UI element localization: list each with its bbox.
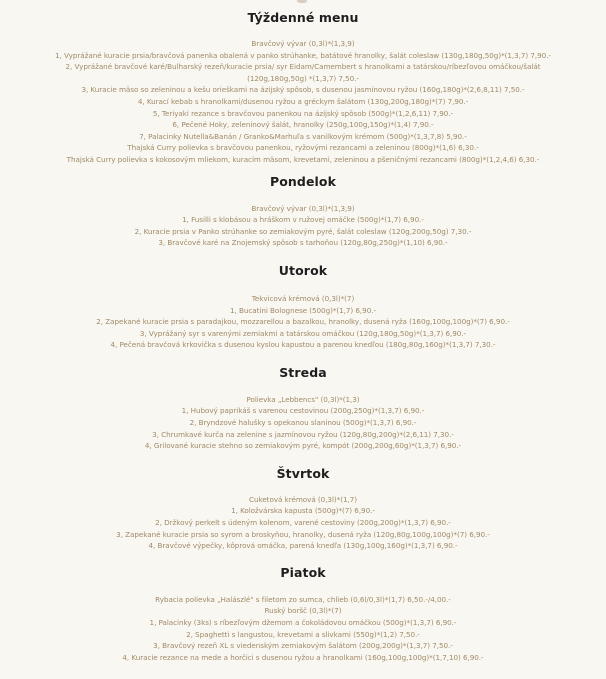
menu-item: 4, Bravčové výpečky, kôprová omáčka, parená knedľa (130g,100g,160g)*(1,3,7) 6,90.-	[148, 541, 458, 551]
menu-item: 2, Bryndzové halušky s opekanou slaninou (500g)*(1,3,7) 6,90.-	[189, 418, 417, 428]
menu-item: 1, Palacinky (3ks) s ríbezľovým džemom a čokoládovou omáčkou (500g)*(1,3,7) 6,90.-	[149, 618, 457, 627]
menu-item: 1, Fusilli s klobásou a hráškom v ružovej omáčke (500g)*(1,7) 6,90.-	[182, 215, 424, 225]
section-title: Streda	[279, 364, 327, 380]
menu-item: Thajská Curry polievka s kokosovým mliekom, kuracím mäsom, krevetami, zeleninou a pšeničnými rezancami (800g)*(1,2,4,6) 6,30.-	[66, 154, 540, 164]
menu-item: 3, Zapekané kuracie prsia so syrom a broskyňou, hranolky, dusená ryža (120g,80g,100g,100g)*(7) 6,90.-	[116, 529, 490, 539]
menu-item: 2, Vyprážané bravčové karé/Bulharský rezeň/kuracie prsia/ syr Eidam/Camembert s hranolkami a tatárskou/ríbezľovou omáčkou/šalát (120g,180g,50g) *(1,3,7) 7,50.-	[65, 62, 541, 83]
section-pondelok	[0, 174, 606, 249]
menu-item: 2, Spaghetti s langustou, krevetami a slivkami (550g)*(1,2) 7,50.-	[186, 629, 420, 639]
menu-items-list	[0, 594, 606, 664]
menu-item: Bravčový vývar (0,3l)*(1,3,9)	[251, 39, 355, 48]
section-piatok	[0, 565, 606, 664]
menu-item: Tekvicová krémová (0,3l)*(7)	[251, 293, 355, 303]
top-divider-mark	[297, 0, 307, 3]
section-title: Pondelok	[269, 173, 337, 189]
menu-item: 4, Kuracie rezance na mede a horčici s dusenou ryžou a hranolkami (160g,100g,100g)*(1,7,10) 6,90.-	[122, 652, 484, 662]
section-stvrtok	[0, 466, 606, 552]
menu-item: 4, Kurací kebab s hranolkami/dusenou ryžou a gréckym šalátom (130g,200g,180g)*(7) 7,90.-	[137, 96, 469, 106]
menu-item: Bravčový vývar (0,3l)*(1,3,9)	[251, 203, 355, 213]
menu-item: 3, Chrumkavé kurča na zelenine s jazmínovou ryžou (120g,80g,200g)*(2,6,11) 7,30.-	[152, 429, 454, 439]
menu-item: 3, Bravčové karé na Znojemský spôsob s tarhoňou (120g,80g,250g)*(1,10) 6,90.-	[158, 238, 448, 248]
menu-item: Thajská Curry polievka s bravčovou panenkou, ryžovými rezancami a zeleninou (800g)*(1,6) 6,30.-	[127, 143, 479, 153]
menu-item: 1, Vyprážané kuracie prsia/bravčová panenka obalená v panko strúhanke, batátové hranolky, šalát coleslaw (130g,180g,50g)*(1,3,7) 7,90.-	[55, 50, 551, 60]
section-utorok	[0, 263, 606, 351]
menu-item: 5, Teriyaki rezance s bravčovou panenkou na ázijský spôsob (500g)*(1,2,6,11) 7,90.-	[152, 108, 454, 118]
menu-item: 2, Zapekané kuracie prsia s paradajkou, mozzarellou a bazalkou, hranolky, dusená ryža (160g,100g,100g)*(7) 6,90.-	[96, 317, 510, 327]
section-streda	[0, 365, 606, 452]
menu-item: 7, Palacinky Nutella&Banán / Granko&Marhuľa s vanilkovým krémom (500g)*(1,3,7,8) 5,90.-	[139, 131, 467, 141]
section-title: Štvrtok	[276, 465, 330, 481]
menu-item: 4, Grilované kuracie stehno so zemiakovým pyré, kompót (200g,200g,60g)*(1,3,7) 6,90.-	[144, 441, 462, 451]
menu-item: 3, Bravčový rezeň XL s viedenským zemiakovým šalátom (200g,200g)*(1,3,7) 7,50.-	[153, 641, 453, 651]
section-title: Piatok	[280, 564, 326, 580]
menu-item: 3, Kuracie mäso so zeleninou a kešu orieškami na ázijský spôsob, s dusenou jasmínovou ryžou (160g,180g)*(2,6,8,11) 7,50.-	[81, 85, 525, 95]
menu-item: 6, Pečené Hoky, zeleninový šalát, hranolky (250g,100g,150g)*(1,4) 7,90.-	[172, 120, 434, 130]
menu-items-list	[0, 293, 606, 351]
section-tyzdenne-menu	[0, 10, 606, 166]
menu-items-list	[0, 38, 606, 166]
menu-item: 1, Bucatini Bolognese (500g)*(1,7) 6,90.-	[230, 305, 376, 315]
menu-item: 4, Pečená bravčová krkovička s dusenou kyslou kapustou a parenou knedľou (180g,80g,160g)*(1,3,7) 7,30.-	[110, 340, 496, 350]
menu-item: 2, Kuracie prsia v Panko strúhanke so zemiakovým pyré, šalát coleslaw (120g,200g,50g) 7,30.-	[134, 226, 472, 236]
menu-item: Cuketová krémová (0,3l)*(1,7)	[248, 494, 357, 504]
menu-items-list	[0, 203, 606, 249]
menu-item: Ruský boršč (0,3l)*(7)	[264, 606, 342, 616]
section-title: Utorok	[278, 262, 328, 278]
menu-item: 1, Koložvárska kapusta (500g)*(7) 6,90.-	[231, 506, 375, 516]
section-title: Týždenné menu	[247, 10, 359, 25]
menu-item: 3, Vyprážaný syr s varenými zemiakmi a tatárskou omáčkou (120g,180g,50g)*(1,3,7) 6,90.-	[139, 328, 467, 338]
menu-item: Polievka „Lebbencs" (0,3l)*(1,3)	[246, 394, 360, 404]
menu-items-list	[0, 494, 606, 552]
menu-item: 1, Hubový paprikáš s varenou cestovinou (200g,250g)*(1,3,7) 6,90.-	[181, 406, 425, 416]
menu-item: 2, Držkový perkelt s údeným kolenom, varené cestoviny (200g,200g)*(1,3,7) 6,90.-	[155, 518, 451, 528]
menu-items-list	[0, 394, 606, 452]
menu-item: Rybacia polievka „Halászlé" s filetom zo sumca, chlieb (0,6l/0,3l)*(1,7) 6,50.-/4,00.-	[155, 594, 451, 604]
